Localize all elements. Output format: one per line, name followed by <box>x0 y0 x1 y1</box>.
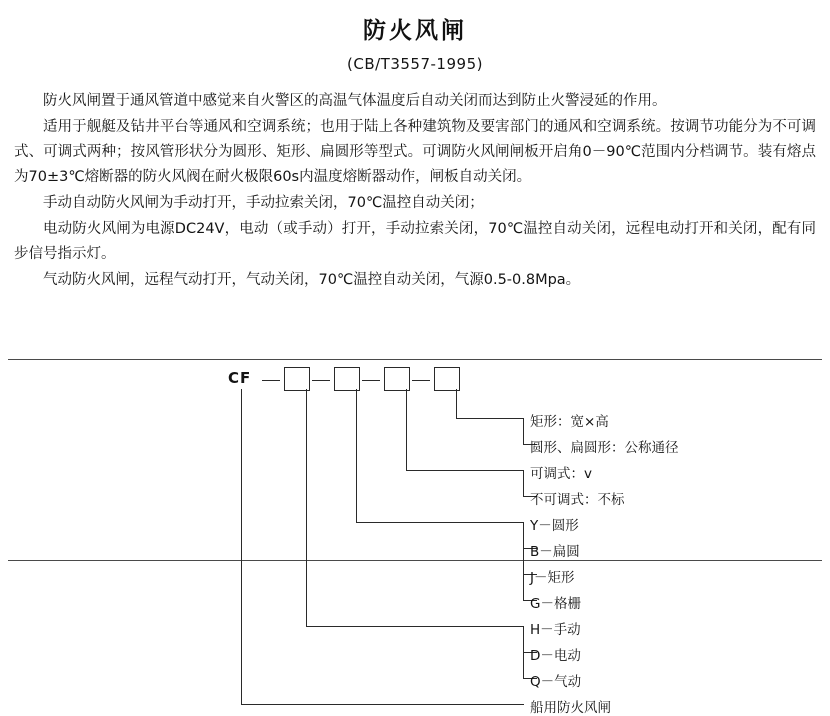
leader-v-size <box>456 389 457 418</box>
code-box-4 <box>434 367 460 391</box>
leader-v-adj-2 <box>523 470 524 496</box>
page-title: 防火风闸 <box>363 18 467 44</box>
paragraph-5: 气动防火风闸，远程气动打开，气动关闭，70℃温控自动关闭，气源0.5-0.8Mpa。 <box>43 271 581 288</box>
legend-drive-q: Q－气动 <box>530 673 582 690</box>
paragraph-2: 适用于舰艇及钻井平台等通风和空调系统；也用于陆上各种建筑物及要害部门的通风和空调系统。按调节功能分为不可调式、可调式两种；按风管形状分为圆形、矩形、扁圆形等型式。可调防火风闸闸板开启角0－90℃范围内分档调节。装有熔点为70±3℃熔断器的防火风阀在耐火极限60s内温度熔断器动作，闸板自动关闭。 <box>14 118 816 185</box>
leader-v-shape <box>356 389 357 522</box>
paragraph-3: 手动自动防火风闸为手动打开，手动拉索关闭，70℃温控自动关闭； <box>43 194 484 211</box>
leader-v-drive <box>306 389 307 626</box>
legend-shape-y: Y－圆形 <box>530 517 579 534</box>
legend-shape-j: J－矩形 <box>530 569 575 586</box>
legend-drive-d: D－电动 <box>530 647 581 664</box>
leader-v-size-2 <box>523 418 524 444</box>
legend-shape-g: G－格栅 <box>530 595 581 612</box>
standard-code: (CB/T3557-1995) <box>347 55 483 73</box>
paragraph-1: 防火风闸置于通风管道中感觉来自火警区的高温气体温度后自动关闭而达到防止火警浸延的作用。 <box>43 93 667 109</box>
body-text <box>14 89 816 293</box>
document-page <box>0 12 830 716</box>
leader-h-product <box>241 704 524 705</box>
diagram-top-rule <box>8 359 822 360</box>
legend-adjustable: 可调式：v <box>530 465 592 482</box>
legend-shape-b: B－扁圆 <box>530 543 580 560</box>
code-dash-3 <box>362 380 380 382</box>
model-code-diagram <box>0 305 830 716</box>
paragraph-4: 电动防火风闸为电源DC24V，电动（或手动）打开，手动拉索关闭，70℃温控自动关闭，远程电动打开和关闭，配有同步信号指示灯。 <box>14 220 816 262</box>
legend-non-adjustable: 不可调式：不标 <box>530 491 625 508</box>
leader-h-size-1 <box>456 418 524 419</box>
legend-round-size: 圆形、扁圆形：公称通径 <box>530 439 679 456</box>
code-dash-1 <box>262 380 280 382</box>
leader-v-product <box>241 389 242 704</box>
legend-product: 船用防火风闸 <box>530 699 611 716</box>
leader-v-shape-2 <box>523 522 524 600</box>
code-dash-4 <box>412 380 430 382</box>
legend-drive-h: H－手动 <box>530 621 581 638</box>
diagram-bottom-rule <box>8 560 822 561</box>
legend-rect-size: 矩形：宽×高 <box>530 413 609 430</box>
code-prefix: CF <box>228 368 252 387</box>
leader-v-adj <box>406 389 407 470</box>
leader-h-drive-1 <box>306 626 524 627</box>
code-box-2 <box>334 367 360 391</box>
code-box-1 <box>284 367 310 391</box>
leader-h-shape-1 <box>356 522 524 523</box>
leader-h-adj-1 <box>406 470 524 471</box>
code-box-3 <box>384 367 410 391</box>
code-dash-2 <box>312 380 330 382</box>
